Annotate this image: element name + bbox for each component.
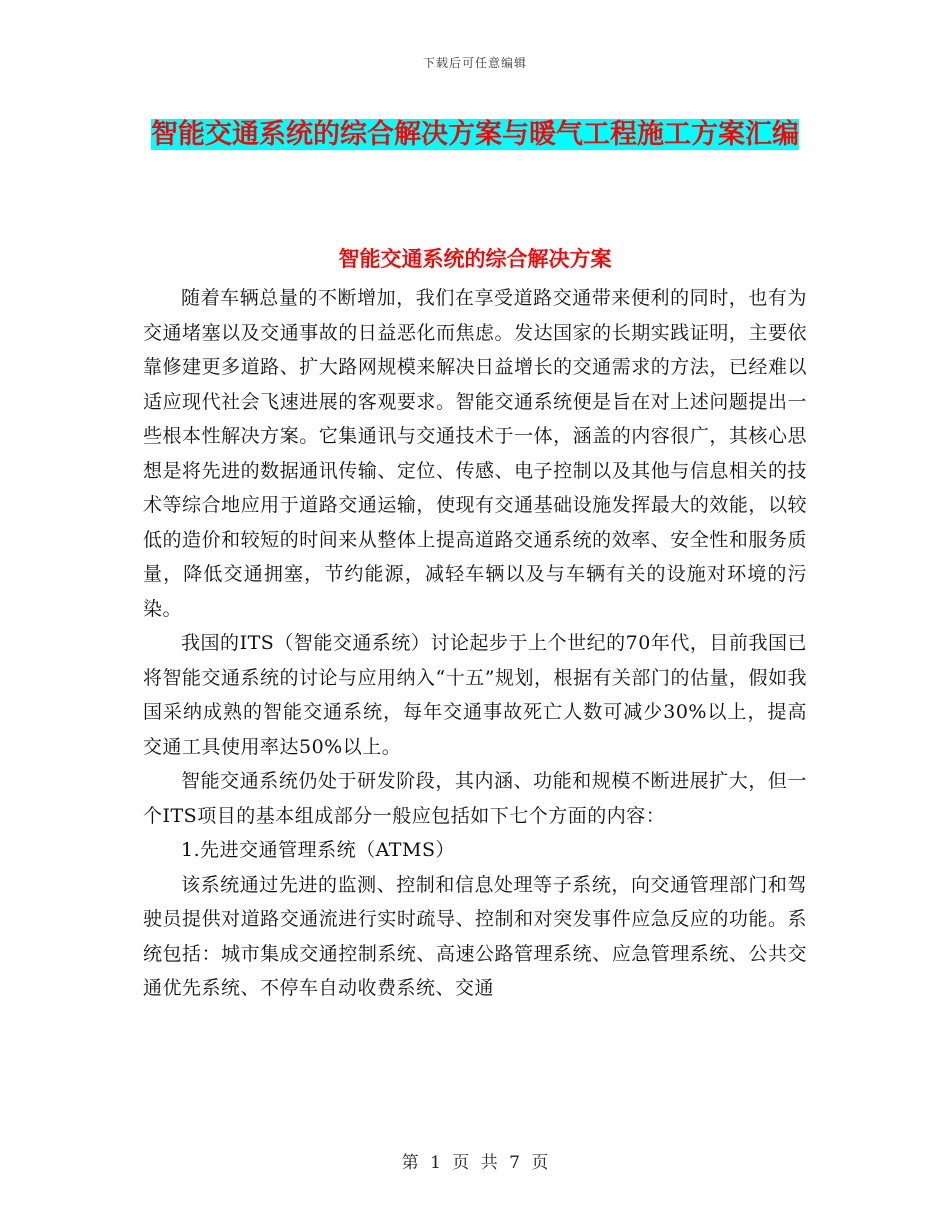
- header-note: 下载后可任意编辑: [422, 56, 527, 70]
- paragraph: 随着车辆总量的不断增加，我们在享受道路交通带来便利的同时，也有为交通堵塞以及交通事故的日益恶化而焦虑。发达国家的长期实践证明，主要依靠修建更多道路、扩大路网规模来解决日益增长的交通需求的方法，已经难以适应现代社会飞速进展的客观要求。智能交通系统便是旨在对上述问题提出一些根本性解决方案。它集通讯与交通技术于一体，涵盖的内容很广，其核心思想是将先进的数据通讯传输、定位、传感、电子控制以及其他与信息相关的技术等综合地应用于道路交通运输，使现有交通基础设施发挥最大的效能，以较低的造价和较短的时间来从整体上提高道路交通系统的效率、安全性和服务质量，降低交通拥塞，节约能源，减轻车辆以及与车辆有关的设施对环境的污染。: [143, 287, 807, 620]
- document-title: [145, 108, 805, 162]
- paragraph: 智能交通系统仍处于研发阶段，其内涵、功能和规模不断进展扩大，但一个ITS项目的基本组成部分一般应包括如下七个方面的内容：: [143, 770, 807, 827]
- list-heading: 1.先进交通管理系统（ATMS）: [181, 839, 455, 861]
- document-title-text: 智能交通系统的综合解决方案与暖气工程施工方案汇编: [151, 119, 799, 150]
- body-text: [143, 281, 807, 1006]
- page-number: 第 1 页 共 7 页: [401, 1153, 549, 1173]
- section-title: 智能交通系统的综合解决方案: [338, 246, 612, 271]
- paragraph: 该系统通过先进的监测、控制和信息处理等子系统，向交通管理部门和驾驶员提供对道路交通流进行实时疏导、控制和对突发事件应急反应的功能。系统包括：城市集成交通控制系统、高速公路管理系统、应急管理系统、公共交通优先系统、不停车自动收费系统、交通: [143, 873, 807, 999]
- paragraph: 我国的ITS（智能交通系统）讨论起步于上个世纪的70年代，目前我国已将智能交通系统的讨论与应用纳入“十五”规划，根据有关部门的估量，假如我国采纳成熟的智能交通系统，每年交通事故死亡人数可减少30%以上，提高交通工具使用率达50%以上。: [143, 632, 807, 758]
